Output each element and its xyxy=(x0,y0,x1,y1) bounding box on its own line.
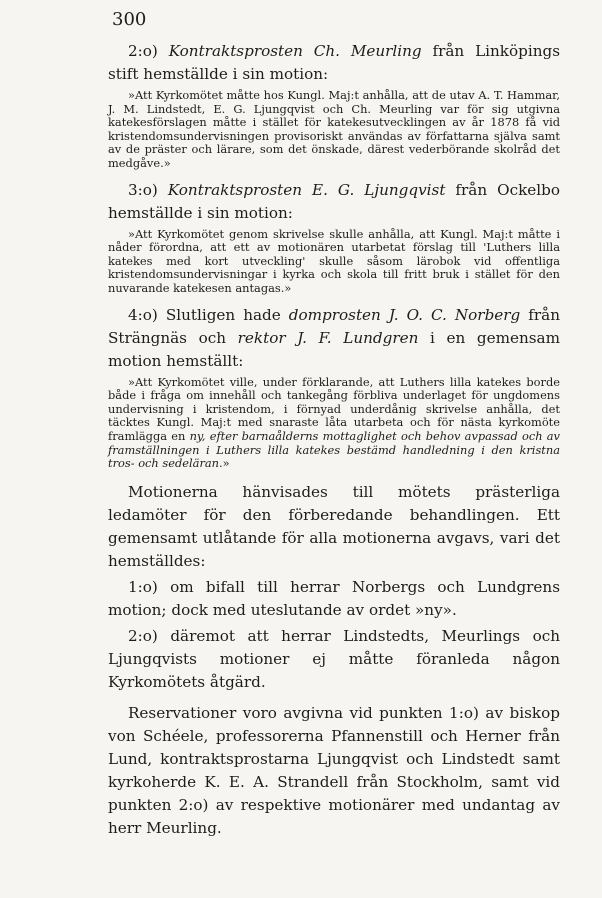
motion-2-quote: »Att Kyrkomötet måtte hos Kungl. Maj:t anhålla, att de utav A. T. Hammar, J. M. Lindstedt, E. G. Ljungqvist och Ch. Meurling var för sig utgivna katekesförslagen måtte i stället för katekesutvecklingen av år 1878 få vid kristendomsundervisningen provisoriskt användas av författarna själva samt av de präster och lärare, som det önskade, därest vederbörande skolråd det medgåve.» xyxy=(108,88,560,170)
motion-4-quote-text: »Att Kyrkomötet ville, under förklarande, att Luthers lilla katekes borde både i fråga om innehåll och tankegång förbliva underlaget för ungdomens undervisning i kristendom, i förnyad underdånig skrivelse anhålla, det täcktes Kungl. Maj:t med snaraste låta utarbeta och för nästa kyrkomöte framlägga en xyxy=(108,374,560,443)
motion-4-author-1: domprosten J. O. C. Norberg xyxy=(288,305,521,324)
motion-2-author: Kontraktsprosten Ch. Meurling xyxy=(168,42,422,60)
paragraph-recommendation-1: 1:o) om bifall till herrar Norbergs och Lundgrens motion; dock med uteslutande av ordet »ny». xyxy=(108,577,560,619)
paragraph-reservations: Reservationer voro avgivna vid punkten 1:o) av biskop von Schéele, professorerna Pfannenstill och Herner från Lund, kontraktsprostarna Ljungqvist och Lindstedt samt kyrkoherde K. E. A. Strandell från Stockholm, samt vid punkten 2:o) av respektive motionärer med undantag av herr Meurling. xyxy=(108,703,560,837)
paragraph-referral: Motionerna hänvisades till mötets prästerliga ledamöter för den förberedande behandlingen. Ett gemensamt utlåtande för alla motionerna avgavs, vari det hemställdes: xyxy=(108,482,560,570)
motion-4-quote xyxy=(108,376,560,471)
paragraph-recommendation-2: 2:o) däremot att herrar Lindstedts, Meurlings och Ljungqvists motioner ej måtte föranleda någon Kyrkomötets åtgärd. xyxy=(108,626,560,691)
motion-4-quote-end: » xyxy=(222,456,230,471)
page-body xyxy=(108,40,560,840)
motion-2-rest: från Linköpings stift hemställde i sin motion: xyxy=(108,42,561,83)
motion-4-author-2: rektor J. F. Lundgren xyxy=(237,328,419,347)
page-number: 300 xyxy=(112,9,147,30)
motion-4-quote-italic: ny, efter barnaålderns mottaglighet och behov avpassad och av framställningen i Luthers lilla katekes bestämd handledning i den kristna tros- och sedeläran. xyxy=(108,428,560,471)
motion-3-number: 3:o) xyxy=(128,180,158,199)
motion-2-number: 2:o) xyxy=(128,42,158,60)
motion-3-author: Kontraktsprosten E. G. Ljungqvist xyxy=(167,180,446,199)
motion-4-number: 4:o) Slutligen hade xyxy=(128,305,289,324)
motion-3-intro xyxy=(108,179,560,225)
motion-2-intro xyxy=(108,40,560,86)
motion-3-quote: »Att Kyrkomötet genom skrivelse skulle anhålla, att Kungl. Maj:t måtte i nåder förordna, att ett av motionären utarbetat förslag till 'Luthers lilla katekes med kort utveckling' skulle såsom lärobok vid offentliga kristendomsundervisningar i kyrka och skola till fritt bruk i stället för den nuvarande katekesen antagas.» xyxy=(108,226,560,295)
motion-4-rest: i en gemensam motion hemställt: xyxy=(108,328,561,370)
motion-4-intro xyxy=(108,304,560,373)
motion-4-mid: från Strängnäs och xyxy=(108,305,560,347)
motion-3-rest: från Ockelbo hemställde i sin motion: xyxy=(108,180,560,222)
